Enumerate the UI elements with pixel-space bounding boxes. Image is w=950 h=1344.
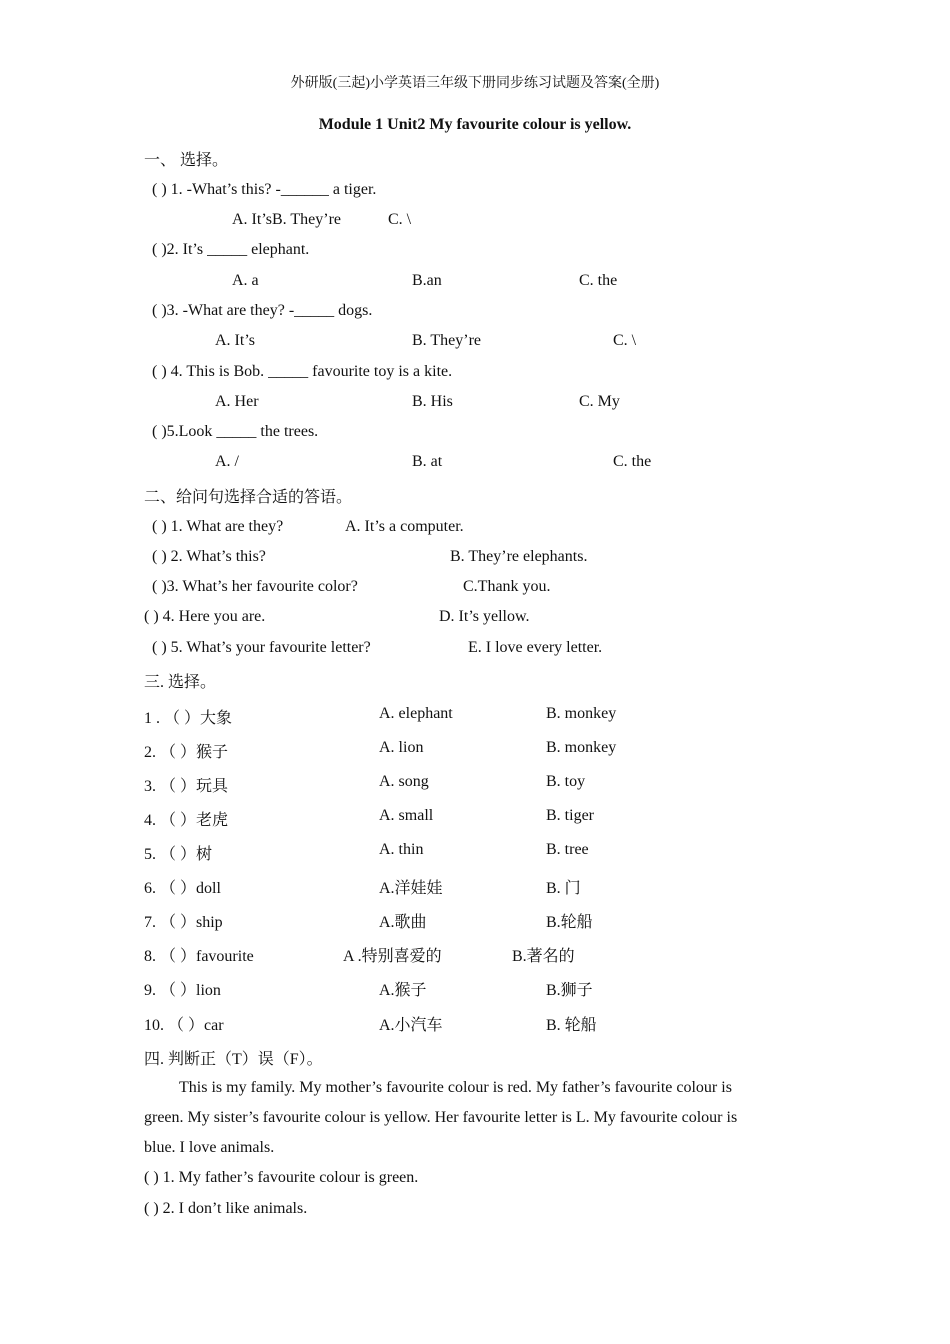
s3-row10-option-a: A.小汽车 <box>379 1017 443 1034</box>
s3-row7-question: 7. （ ）ship <box>144 914 223 931</box>
s3-row2-option-b: B. monkey <box>546 739 617 756</box>
s2-q4: ( ) 4. Here you are. <box>144 608 266 625</box>
page-header: 外研版(三起)小学英语三年级下册同步练习试题及答案(全册) <box>290 76 660 91</box>
s3-row5-option-b: B. tree <box>546 841 589 858</box>
s2-q3: ( )3. What’s her favourite color? <box>152 578 358 595</box>
s1-q2-option-b: B.an <box>412 272 442 289</box>
s3-row10-question: 10. （ ）car <box>144 1017 224 1034</box>
s2-a3: C.Thank you. <box>463 578 551 595</box>
s3-row9-option-a: A.猴子 <box>379 982 427 999</box>
s3-row10-option-b: B. 轮船 <box>546 1017 597 1034</box>
s3-row3-option-a: A. song <box>379 773 429 790</box>
section-1-heading: 一、 选择。 <box>144 152 229 169</box>
s2-a2: B. They’re elephants. <box>450 548 588 565</box>
s3-row1-option-a: A. elephant <box>379 705 453 722</box>
section-4-heading: 四. 判断正（T）误（F）。 <box>144 1051 323 1068</box>
s3-row7-option-b: B.轮船 <box>546 914 593 931</box>
s1-q3-option-a: A. It’s <box>215 332 255 349</box>
s3-row3-option-b: B. toy <box>546 773 586 790</box>
tf-statement-1: ( ) 1. My father’s favourite colour is green. <box>144 1169 419 1186</box>
s1-q1-stem: ( ) 1. -What’s this? -______ a tiger. <box>152 181 377 198</box>
s1-q4-option-a: A. Her <box>215 393 259 410</box>
s3-row5-question: 5. （ ）树 <box>144 846 213 863</box>
s1-q4-option-b: B. His <box>412 393 453 410</box>
s3-row8-question: 8. （ ）favourite <box>144 948 254 965</box>
s3-row9-question: 9. （ ）lion <box>144 982 221 999</box>
passage-line-2: green. My sister’s favourite colour is yellow. Her favourite letter is L. My favourite colour is <box>144 1109 738 1126</box>
s1-q4-option-c: C. My <box>579 393 620 410</box>
s1-q4-stem: ( ) 4. This is Bob. _____ favourite toy is a kite. <box>152 363 453 380</box>
section-3-heading: 三. 选择。 <box>144 674 217 691</box>
s3-row4-option-b: B. tiger <box>546 807 594 824</box>
s1-q5-option-a: A. / <box>215 453 239 470</box>
s3-row6-question: 6. （ ）doll <box>144 880 221 897</box>
s2-q2: ( ) 2. What’s this? <box>152 548 266 565</box>
s1-q3-stem: ( )3. -What are they? -_____ dogs. <box>152 302 373 319</box>
s3-row4-question: 4. （ ）老虎 <box>144 812 229 829</box>
s1-q2-option-c: C. the <box>579 272 618 289</box>
s1-q3-option-c: C. \ <box>613 332 637 349</box>
s3-row2-question: 2. （ ）猴子 <box>144 744 229 761</box>
document-title: Module 1 Unit2 My favourite colour is yellow. <box>318 116 632 133</box>
s1-q3-option-b: B. They’re <box>412 332 482 349</box>
s1-q2-stem: ( )2. It’s _____ elephant. <box>152 241 310 258</box>
s3-row9-option-b: B.狮子 <box>546 982 593 999</box>
s2-a1: A. It’s a computer. <box>345 518 464 535</box>
s1-q1-option-a: A. It’sB. They’re <box>232 211 342 228</box>
s1-q2-option-a: A. a <box>232 272 259 289</box>
s3-row8-option-b: B.著名的 <box>512 948 575 965</box>
s3-row6-option-a: A.洋娃娃 <box>379 880 443 897</box>
s1-q5-stem: ( )5.Look _____ the trees. <box>152 423 319 440</box>
s3-row1-question: 1 . （ ）大象 <box>144 710 233 727</box>
s1-q5-option-b: B. at <box>412 453 443 470</box>
s3-row1-option-b: B. monkey <box>546 705 617 722</box>
s2-a5: E. I love every letter. <box>468 639 603 656</box>
section-2-heading: 二、给问句选择合适的答语。 <box>144 489 353 506</box>
passage-line-3: blue. I love animals. <box>144 1139 275 1156</box>
s2-q5: ( ) 5. What’s your favourite letter? <box>152 639 371 656</box>
s1-q1-option-c: C. \ <box>388 211 412 228</box>
s1-q5-option-c: C. the <box>613 453 652 470</box>
s3-row5-option-a: A. thin <box>379 841 424 858</box>
s3-row4-option-a: A. small <box>379 807 434 824</box>
s3-row7-option-a: A.歌曲 <box>379 914 427 931</box>
s3-row6-option-b: B. 门 <box>546 880 581 897</box>
s3-row2-option-a: A. lion <box>379 739 424 756</box>
s2-a4: D. It’s yellow. <box>439 608 530 625</box>
s3-row3-question: 3. （ ）玩具 <box>144 778 229 795</box>
tf-statement-2: ( ) 2. I don’t like animals. <box>144 1200 308 1217</box>
passage-line-1: This is my family. My mother’s favourite colour is red. My father’s favourite colour is <box>179 1079 732 1096</box>
s2-q1: ( ) 1. What are they? <box>152 518 284 535</box>
s3-row8-option-a: A .特别喜爱的 <box>343 948 442 965</box>
